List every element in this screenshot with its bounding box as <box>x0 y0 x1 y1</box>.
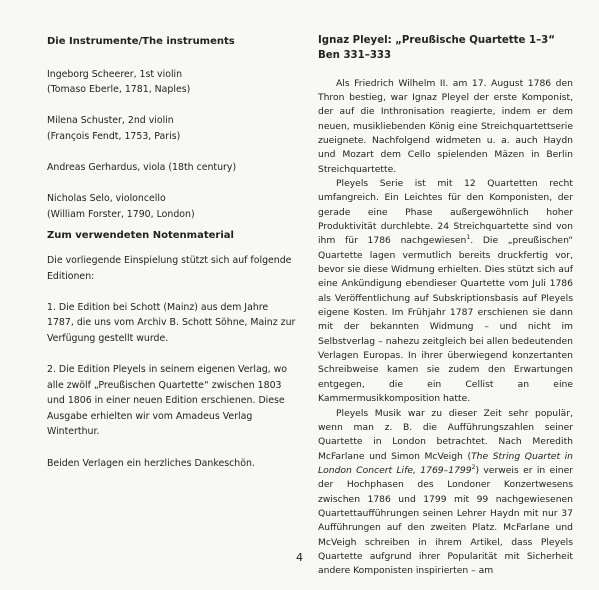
article-title: Ignaz Pleyel: „Preußische Quartette 1–3“ Ben 331–333 <box>318 35 555 61</box>
footnote-marker: 1 <box>466 234 471 242</box>
edition-paragraph: 1. Die Edition bei Schott (Mainz) aus dem Jahre 1787, die uns vom Archiv B. Schott Söhne, Mainz zur Verfügung gestellt wurde. <box>47 301 296 344</box>
cited-title: The String Quartet in London Concert Life, 1769–1799 <box>318 450 574 476</box>
player-entry: Milena Schuster, 2nd violin (François Fendt, 1753, Paris) <box>47 115 181 142</box>
edition-paragraph: 2. Die Edition Pleyels in seinem eigenen Verlag, wo alle zwölf „Preußischen Quartette“ zwischen 1803 und 1806 in einer neuen Edition erschienen. Diese Ausgabe erhielten wir vom Amadeus Verlag Winterthur. <box>47 364 288 438</box>
edition-paragraph: Die vorliegende Einspielung stützt sich auf folgende Editionen: <box>47 254 292 282</box>
left-column <box>47 34 297 487</box>
instruments-heading: Die Instrumente/The instruments <box>47 36 235 47</box>
body-paragraph: Als Friedrich Wilhelm II. am 17. August 1786 den Thron bestieg, war Ignaz Pleyel der erste Komponist, der auf die Inthronisation reagierte, indem er dem neuen, musikliebenden König eine Streichquartettserie zueignete. Nachfolgend widmeten u. a. auch Haydn und Mozart dem Cello spielenden Mäzen in Berlin Streichquartette. <box>318 77 573 175</box>
page-number: 4 <box>296 551 303 564</box>
material-heading: Zum verwendeten Notenmaterial <box>47 230 234 242</box>
player-entry: Nicholas Selo, violoncello (William Forster, 1790, London) <box>47 193 195 220</box>
thanks-paragraph: Beiden Verlagen ein herzliches Dankeschön. <box>47 457 255 469</box>
player-entry: Ingeborg Scheerer, 1st violin (Tomaso Eberle, 1781, Naples) <box>47 68 191 96</box>
body-paragraph: Pleyels Musik war zu dieser Zeit sehr populär, wenn man z. B. die Aufführungszahlen seiner Quartette in London betrachtet. Nach Meredith McFarlane und Simon McVeigh (The String Quartet in London Concert Life, 1769–1799$^2$) verweis er in einer der Hochphasen des Londoner Konzertwesens zwischen 1786 und 1799 mit 99 nachgewiesenen Quartettaufführungen seinen Lehrer Haydn mit nur 37 Aufführungen auf den zweiten Platz. McFarlane und McVeigh schreiben in ihrem Artikel, dass Pleyels Quartette aufgrund ihrer Popularität mit Sicherheit andere Komponisten inspirierten – am <box>318 407 574 577</box>
player-entry: Andreas Gerhardus, viola (18th century) <box>47 162 237 174</box>
footnote-marker: 2 <box>471 463 476 471</box>
right-column <box>318 34 573 579</box>
body-paragraph: Pleyels Serie ist mit 12 Quartetten recht umfangreich. Ein Leichtes für den Komponisten, der gerade eine Phase außergewöhnlich hoher Produktivität durchlebte. 24 Streichquartette sind von ihm für 1786 nachgewiesen$^1$. Die „preußischen“ Quartette lagen vermutlich bereits druckfertig vor, bevor sie diese Widmung erhielten. Dies stützt sich auf eine Ankündigung ebendieser Quartette vom Juli 1786 als Veröffentlichung auf Subskriptionsbasis auf Pleyels eigene Kosten. Im Frühjahr 1787 erschienen sie dann mit der bekannten Widmung – und nicht im Selbstverlag – nahezu zeitgleich bei allen bedeutenden Verlagen Europas. In ihrer überwiegend konzertanten Schreibweise kamen sie zudem den Erwartungen entgegen, die ein Cellist an eine Kammermusikkomposition hatte. <box>318 178 573 405</box>
